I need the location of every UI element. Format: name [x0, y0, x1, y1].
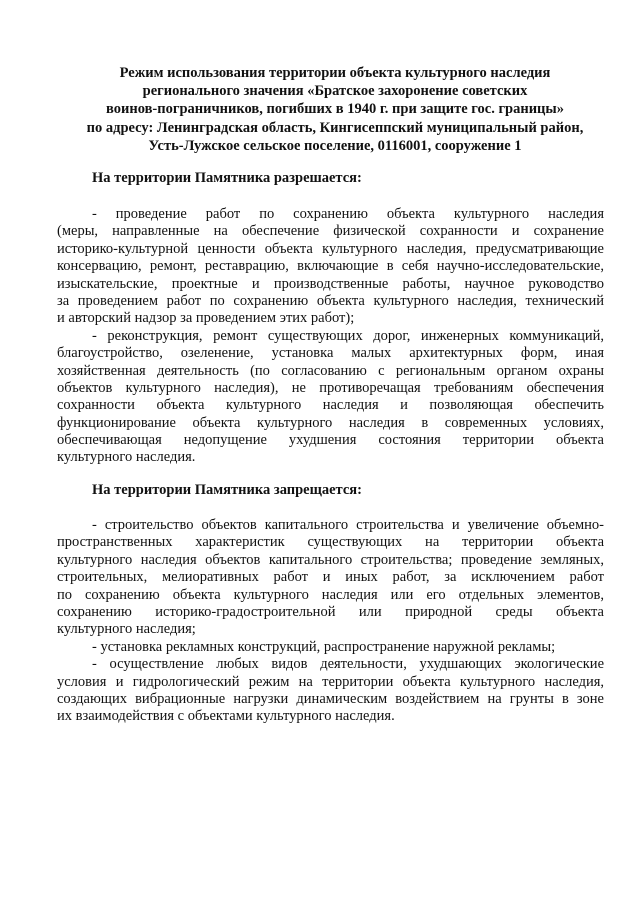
text-line: их взаимодействия с объектами культурного наследия. [57, 708, 395, 725]
allowed-section-heading: На территории Памятника разрешается: [92, 170, 362, 186]
text-line: (меры, направленные на обеспечение физической сохранности и сохранение [57, 223, 604, 240]
text-line: - проведение работ по сохранению объекта культурного наследия [92, 206, 604, 222]
text-line: функционирование объекта культурного наследия в современных условиях, [57, 414, 604, 431]
text-line: изыскательские, проектные и производственные работы, научное руководство [57, 275, 604, 292]
forbidden-section-heading: На территории Памятника запрещается: [92, 482, 362, 498]
text-line: хозяйственная деятельность (по согласованию с региональным органом охраны [57, 362, 604, 379]
text-line: - установка рекламных конструкций, распространение наружной рекламы; [92, 638, 556, 655]
text-line: пространственных характеристик существующих на территории объекта [57, 534, 604, 551]
text-line: по сохранению объекта культурного наследия или его отдельных элементов, [57, 586, 604, 603]
title-line: Усть-Лужское сельское поселение, 0116001, сооружение 1 [148, 137, 522, 154]
title-line: регионального значения «Братское захоронение советских [142, 83, 528, 100]
text-line: - осуществление любых видов деятельности, ухудшающих экологические [92, 656, 604, 673]
forbidden-paragraph [57, 639, 604, 656]
allowed-paragraph [57, 206, 604, 328]
text-line: благоустройство, озеленение, установка малых архитектурных форм, иная [57, 345, 604, 362]
text-line: условия и гидрологический режим на территории объекта культурного наследия, [57, 673, 604, 690]
text-line: создающих вибрационные нагрузки динамическим воздействием на грунты в зоне [57, 690, 604, 707]
text-line: культурного наследия. [57, 449, 196, 466]
text-line: сохранению историко-градостроительной или природной среды объекта [57, 603, 604, 620]
text-line: историко-культурной ценности объекта культурного наследия, предусматривающие [57, 240, 604, 257]
text-line: сохранности объекта культурного наследия и позволяющая обеспечить [57, 397, 604, 414]
document-title [60, 64, 610, 155]
text-line: культурного наследия объектов капитального строительства; проведение земляных, [57, 551, 604, 568]
text-line: консервацию, ремонт, реставрацию, включающие в себя научно-исследовательские, [57, 258, 604, 275]
title-line: Режим использования территории объекта культурного наследия [119, 65, 551, 81]
allowed-section-body [57, 206, 604, 467]
forbidden-paragraph [57, 656, 604, 726]
text-line: за проведением работ по сохранению объекта культурного наследия, технический [57, 292, 604, 309]
forbidden-section-body [57, 517, 604, 726]
text-line: культурного наследия; [57, 621, 196, 638]
title-line: по адресу: Ленинградская область, Кингисеппский муниципальный район, [86, 119, 584, 136]
text-line: обеспечивающая недопущение ухудшения состояния территории объекта [57, 432, 604, 449]
text-line: объектов культурного наследия), не противоречащая требованиям обеспечения [57, 379, 604, 396]
title-line: воинов-пограничников, погибших в 1940 г. при защите гос. границы» [106, 101, 564, 118]
allowed-paragraph [57, 328, 604, 467]
text-line: - строительство объектов капитального строительства и увеличение объемно- [92, 517, 604, 533]
text-line: - реконструкция, ремонт существующих дорог, инженерных коммуникаций, [92, 327, 604, 344]
text-line: строительных, мелиоративных работ и иных работ, за исключением работ [57, 569, 604, 586]
text-line: и авторский надзор за проведением этих работ); [57, 310, 355, 327]
forbidden-paragraph [57, 517, 604, 639]
